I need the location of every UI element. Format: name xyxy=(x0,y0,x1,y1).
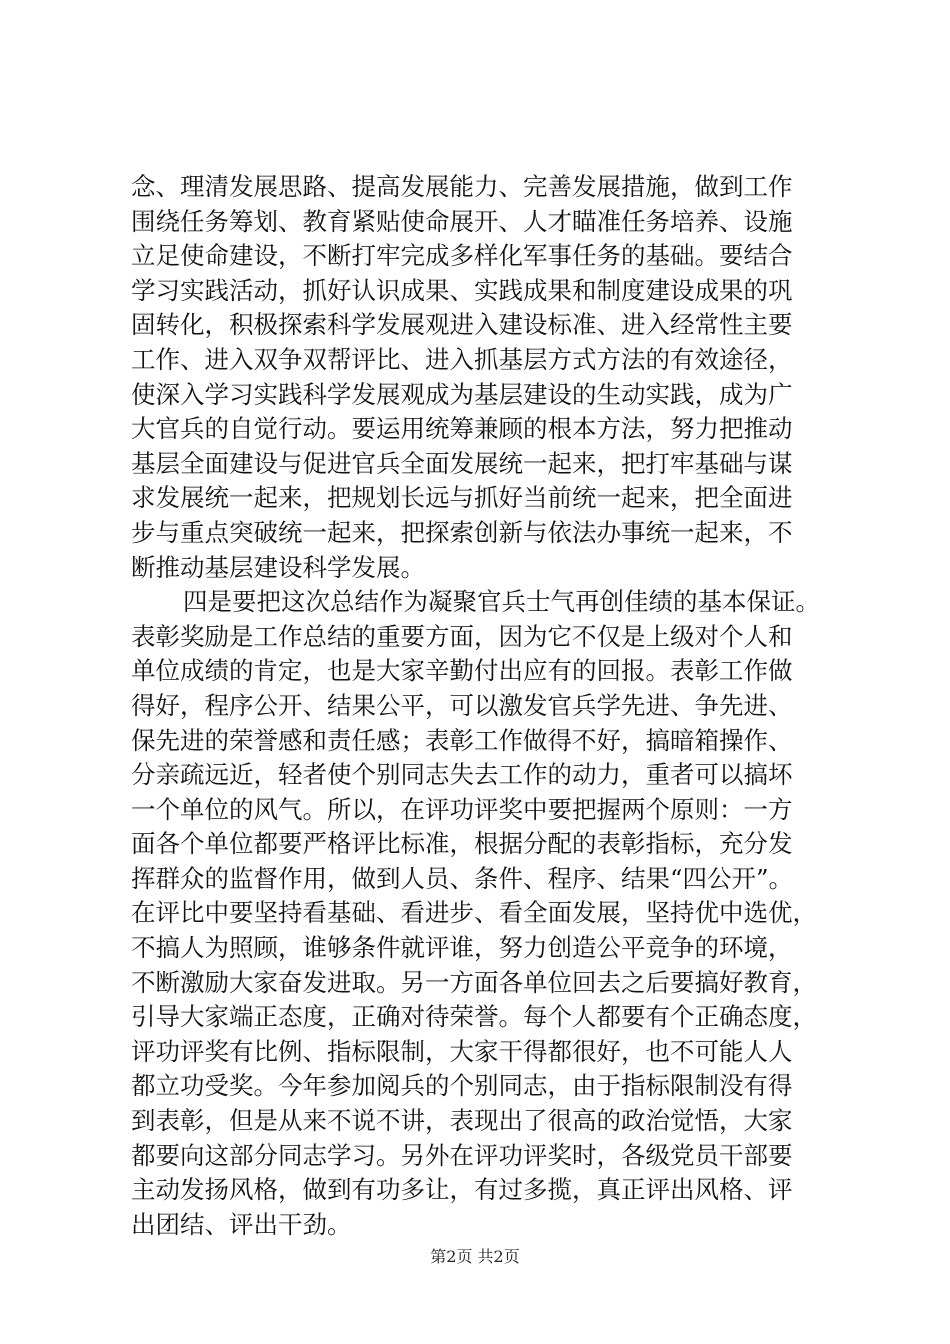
text-line: 表彰奖励是工作总结的重要方面，因为它不仅是上级对个人和 xyxy=(131,621,793,651)
page-number-footer: 第2页 共2页 xyxy=(430,1247,520,1266)
text-line: 面各个单位都要严格评比标准，根据分配的表彰指标，充分发 xyxy=(131,829,793,859)
paragraph-1 xyxy=(131,170,831,585)
text-line: 分亲疏远近，轻者使个别同志失去工作的动力，重者可以搞坏 xyxy=(131,760,793,790)
text-line: 评功评奖有比例、指标限制，大家干得都很好，也不可能人人 xyxy=(131,1036,793,1066)
text-line: 使深入学习实践科学发展观成为基层建设的生动实践，成为广 xyxy=(131,379,793,409)
text-line: 保先进的荣誉感和责任感；表彰工作做得不好，搞暗箱操作、 xyxy=(131,725,793,755)
text-line: 立足使命建设，不断打牢完成多样化军事任务的基础。要结合 xyxy=(131,241,793,271)
text-line: 一个单位的风气。所以，在评功评奖中要把握两个原则：一方 xyxy=(131,794,793,824)
text-line: 念、理清发展思路、提高发展能力、完善发展措施，做到工作 xyxy=(131,172,793,201)
text-line: 断推动基层建设科学发展。 xyxy=(131,552,425,582)
text-line: 学习实践活动，抓好认识成果、实践成果和制度建设成果的巩 xyxy=(131,275,793,305)
paragraph-2 xyxy=(131,585,831,1242)
text-line: 到表彰，但是从来不说不讲，表现出了很高的政治觉悟，大家 xyxy=(131,1106,793,1136)
text-line: 工作、进入双争双帮评比、进入抓基层方式方法的有效途径， xyxy=(131,344,793,374)
text-line: 单位成绩的肯定，也是大家辛勤付出应有的回报。表彰工作做 xyxy=(131,656,793,686)
text-line: 不断激励大家奋发进取。另一方面各单位回去之后要搞好教育， xyxy=(131,967,817,997)
text-line: 四是要把这次总结作为凝聚官兵士气再创佳绩的基本保证。 xyxy=(183,587,820,617)
text-line: 得好，程序公开、结果公平，可以激发官兵学先进、争先进、 xyxy=(131,690,793,720)
text-line: 步与重点突破统一起来，把探索创新与依法办事统一起来，不 xyxy=(131,517,793,547)
text-line: 求发展统一起来，把规划长远与抓好当前统一起来，把全面进 xyxy=(131,483,793,513)
text-line: 大官兵的自觉行动。要运用统筹兼顾的根本方法，努力把推动 xyxy=(131,414,793,444)
text-line: 固转化，积极探索科学发展观进入建设标准、进入经常性主要 xyxy=(131,310,793,340)
text-line: 挥群众的监督作用，做到人员、条件、程序、结果“四公开”。 xyxy=(131,863,794,893)
text-line: 在评比中要坚持看基础、看进步、看全面发展，坚持优中选优， xyxy=(131,898,817,928)
document-body xyxy=(131,170,831,1242)
text-line: 基层全面建设与促进官兵全面发展统一起来，把打牢基础与谋 xyxy=(131,448,793,478)
text-line: 出团结、评出干劲。 xyxy=(131,1209,352,1239)
text-line: 都立功受奖。今年参加阅兵的个别同志，由于指标限制没有得 xyxy=(131,1071,793,1101)
text-line: 都要向这部分同志学习。另外在评功评奖时，各级党员干部要 xyxy=(131,1140,793,1170)
text-line: 主动发扬风格，做到有功多让，有过多揽，真正评出风格、评 xyxy=(131,1175,793,1205)
text-line: 引导大家端正态度，正确对待荣誉。每个人都要有个正确态度， xyxy=(131,1002,817,1032)
text-line: 围绕任务筹划、教育紧贴使命展开、人才瞄准任务培养、设施 xyxy=(131,206,793,236)
text-line: 不搞人为照顾，谁够条件就评谁，努力创造公平竞争的环境， xyxy=(131,933,793,963)
